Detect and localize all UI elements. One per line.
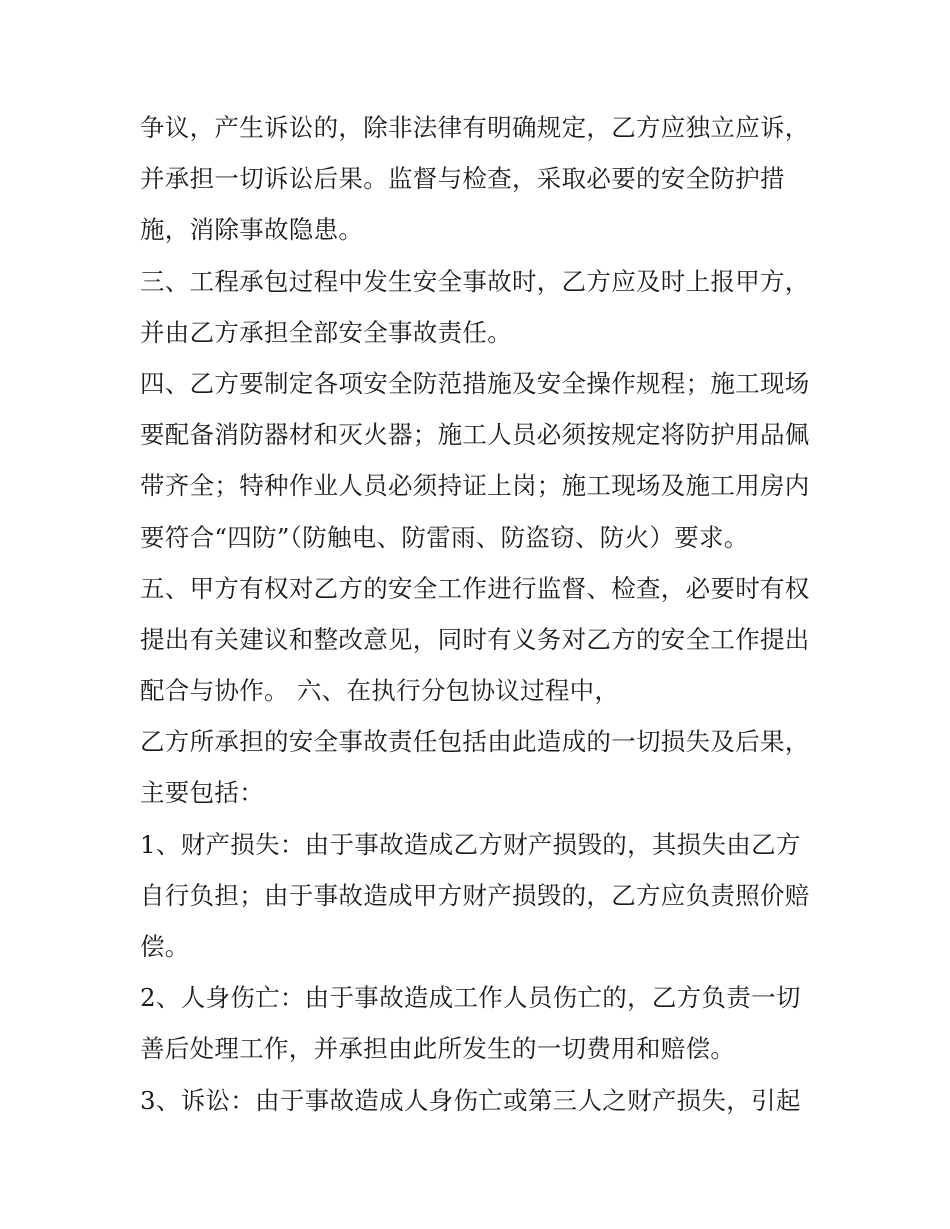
text-line: 四、乙方要制定各项安全防范措施及安全操作规程；施工现场 [140,368,810,398]
text-line: 配合与协作。 六、在执行分包协议过程中， [140,676,620,706]
text-line: 三、工程承包过程中发生安全事故时，乙方应及时上报甲方， [140,266,810,296]
text-line: 自行负担；由于事故造成甲方财产损毁的，乙方应负责照价赔 [140,880,810,910]
text-line: 提出有关建议和整改意见，同时有义务对乙方的安全工作提出 [140,624,810,654]
text-line: 五、甲方有权对乙方的安全工作进行监督、检查，必要时有权 [140,573,810,603]
text-line: 3、诉讼：由于事故造成人身伤亡或第三人之财产损失，引起 [140,1085,801,1115]
text-line: 1、财产损失：由于事故造成乙方财产损毁的，其损失由乙方 [140,829,801,859]
document-body [140,102,820,1126]
text-line: 并承担一切诉讼后果。监督与检查，采取必要的安全防护措 [140,164,785,194]
text-line: 要配备消防器材和灭火器；施工人员必须按规定将防护用品佩 [140,420,810,450]
text-line: 带齐全；特种作业人员必须持证上岗；施工现场及施工用房内 [140,471,810,501]
text-line: 争议，产生诉讼的，除非法律有明确规定，乙方应独立应诉， [140,113,810,142]
text-line: 要符合“四防”（防触电、防雷雨、防盗窃、防火）要求。 [140,522,749,552]
text-line: 主要包括： [140,778,264,808]
text-line: 偿。 [140,932,190,961]
text-line: 乙方所承担的安全事故责任包括由此造成的一切损失及后果， [140,727,810,757]
text-line: 施，消除事故隐患。 [140,215,364,245]
text-line: 善后处理工作，并承担由此所发生的一切费用和赔偿。 [140,1034,736,1064]
text-line: 2、人身伤亡：由于事故造成工作人员伤亡的，乙方负责一切 [140,983,801,1013]
text-line: 并由乙方承担全部安全事故责任。 [140,317,512,347]
